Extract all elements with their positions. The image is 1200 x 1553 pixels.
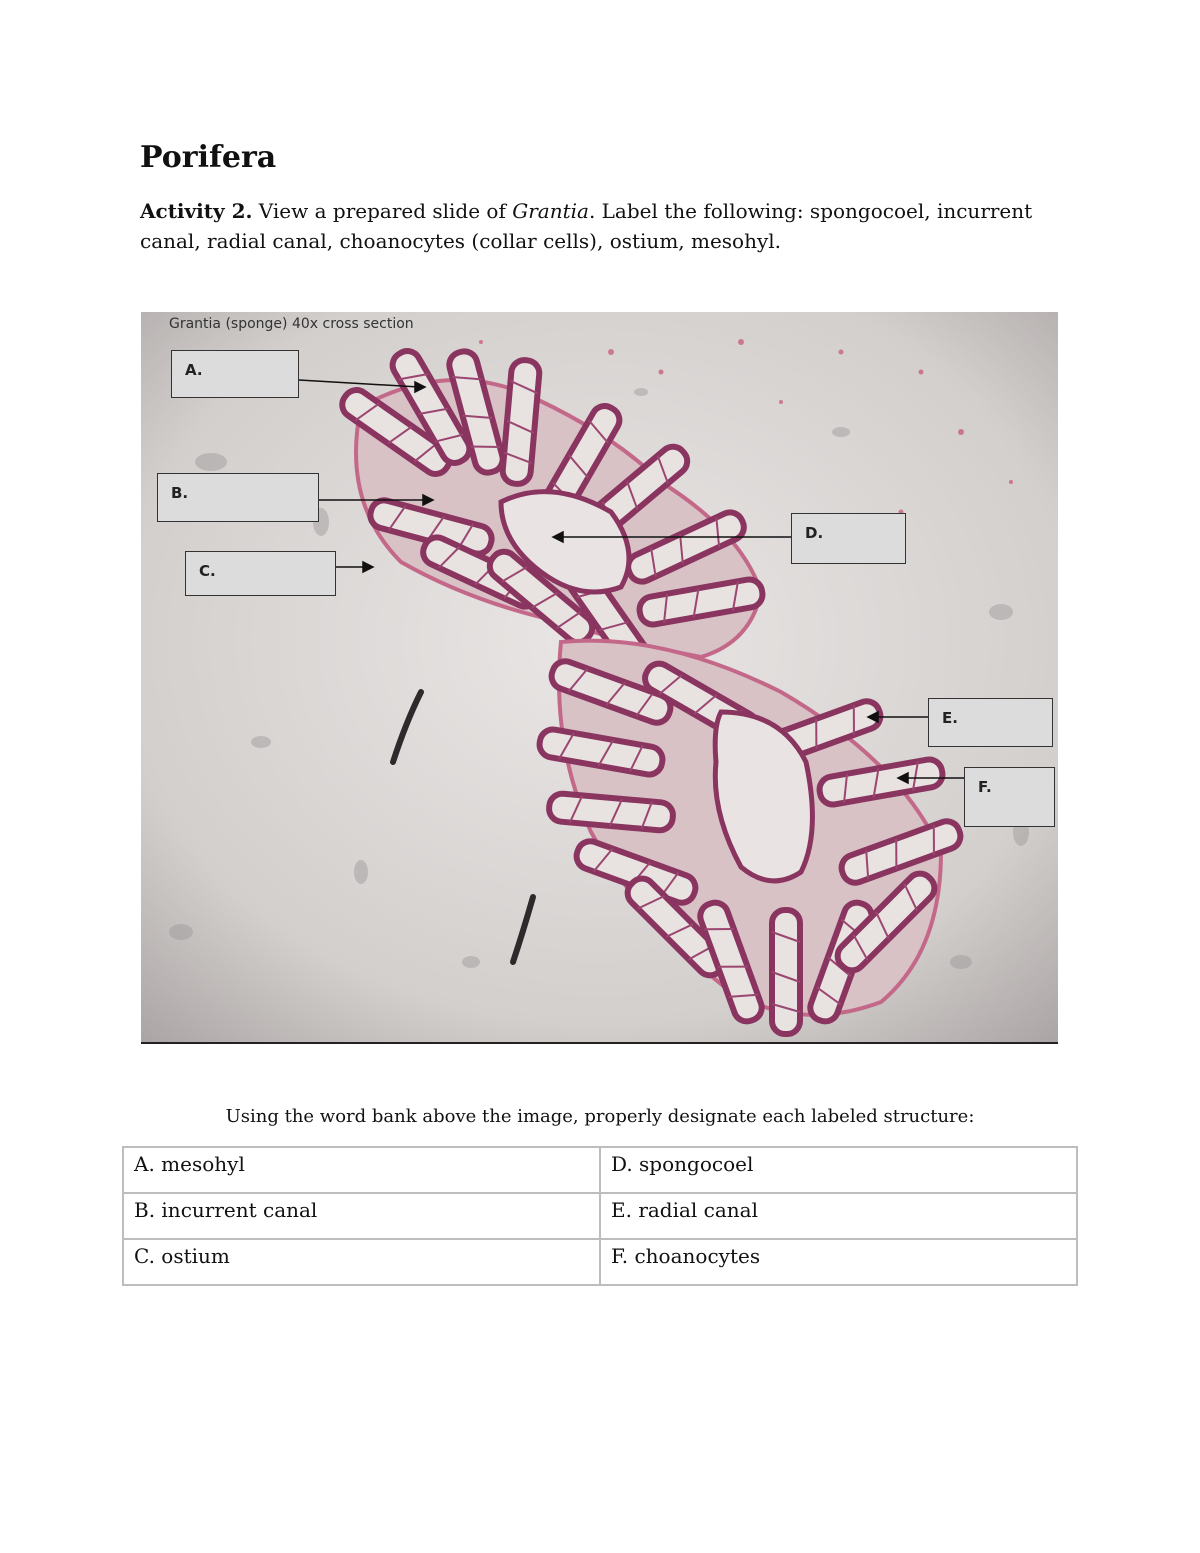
answer-table	[122, 1146, 1078, 1286]
answer-cell[interactable]: B. incurrent canal	[123, 1193, 600, 1239]
micrograph-illustration	[141, 312, 1058, 1042]
label-box-f[interactable]: F.	[964, 767, 1055, 827]
answer-cell[interactable]: E. radial canal	[600, 1193, 1077, 1239]
activity-text-after: . Label the following: spongocoel, incurrent canal, radial canal, choanocytes (collar cells), ostium, mesohyl.	[140, 199, 1033, 253]
table-row	[123, 1147, 1077, 1193]
label-box-b[interactable]: B.	[157, 473, 319, 522]
organism-name: Grantia	[512, 199, 589, 223]
table-row	[123, 1239, 1077, 1285]
figure-caption: Grantia (sponge) 40x cross section	[169, 316, 414, 332]
activity-label: Activity 2.	[140, 199, 253, 223]
activity-instructions	[140, 196, 1060, 256]
answer-cell[interactable]: A. mesohyl	[123, 1147, 600, 1193]
table-row	[123, 1193, 1077, 1239]
activity-text-before: View a prepared slide of	[252, 199, 513, 223]
grantia-micrograph	[141, 312, 1058, 1044]
label-box-d[interactable]: D.	[791, 513, 906, 564]
label-box-a[interactable]: A.	[171, 350, 299, 398]
answer-cell[interactable]: F. choanocytes	[600, 1239, 1077, 1285]
page-title: Porifera	[140, 140, 277, 175]
label-box-e[interactable]: E.	[928, 698, 1053, 747]
word-bank-prompt: Using the word bank above the image, properly designate each labeled structure:	[225, 1106, 975, 1127]
answer-cell[interactable]: D. spongocoel	[600, 1147, 1077, 1193]
label-box-c[interactable]: C.	[185, 551, 336, 596]
answer-cell[interactable]: C. ostium	[123, 1239, 600, 1285]
